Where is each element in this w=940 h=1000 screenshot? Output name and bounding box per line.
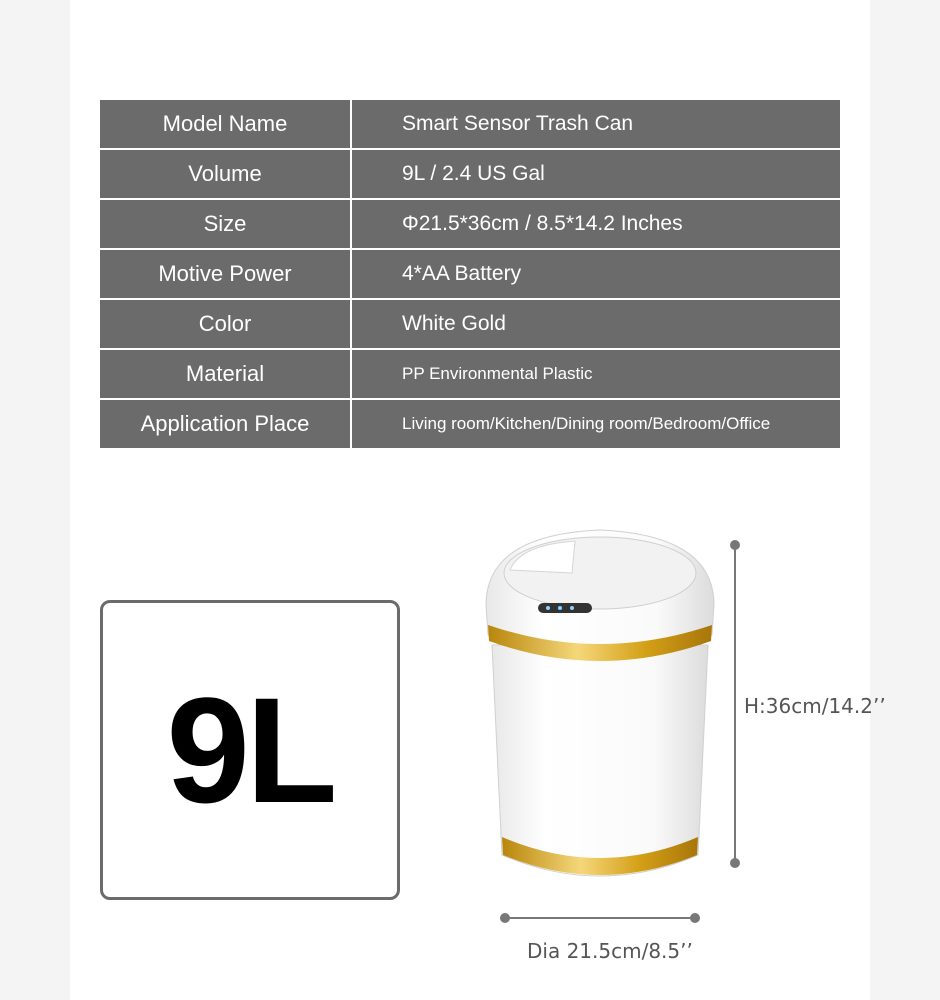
spec-row bbox=[100, 350, 840, 398]
spec-value: 4*AA Battery bbox=[352, 250, 840, 298]
spec-key: Motive Power bbox=[100, 250, 350, 298]
diameter-dimension-left-dot bbox=[500, 913, 510, 923]
spec-row bbox=[100, 100, 840, 148]
spec-key: Model Name bbox=[100, 100, 350, 148]
volume-badge-text: 9L bbox=[166, 665, 334, 834]
spec-row bbox=[100, 150, 840, 198]
spec-key: Color bbox=[100, 300, 350, 348]
spec-key: Volume bbox=[100, 150, 350, 198]
height-dimension-bottom-dot bbox=[730, 858, 740, 868]
spec-value: Smart Sensor Trash Can bbox=[352, 100, 840, 148]
trash-can-image bbox=[480, 525, 720, 895]
spec-value: 9L / 2.4 US Gal bbox=[352, 150, 840, 198]
spec-key: Size bbox=[100, 200, 350, 248]
spec-table bbox=[100, 100, 840, 450]
spec-value: Living room/Kitchen/Dining room/Bedroom/Office bbox=[352, 400, 840, 448]
spec-row bbox=[100, 250, 840, 298]
height-dimension-label: H:36cm/14.2’’ bbox=[744, 694, 886, 718]
spec-row bbox=[100, 400, 840, 448]
height-dimension-line bbox=[734, 545, 736, 863]
spec-row bbox=[100, 300, 840, 348]
diameter-dimension-right-dot bbox=[690, 913, 700, 923]
volume-badge bbox=[100, 600, 400, 900]
spec-row bbox=[100, 200, 840, 248]
spec-key: Application Place bbox=[100, 400, 350, 448]
spec-value: PP Environmental Plastic bbox=[352, 350, 840, 398]
spec-key: Material bbox=[100, 350, 350, 398]
diameter-dimension-line bbox=[505, 917, 695, 919]
height-dimension-top-dot bbox=[730, 540, 740, 550]
diameter-dimension-label: Dia 21.5cm/8.5’’ bbox=[527, 939, 693, 963]
spec-value: White Gold bbox=[352, 300, 840, 348]
spec-value: Φ21.5*36cm / 8.5*14.2 Inches bbox=[352, 200, 840, 248]
